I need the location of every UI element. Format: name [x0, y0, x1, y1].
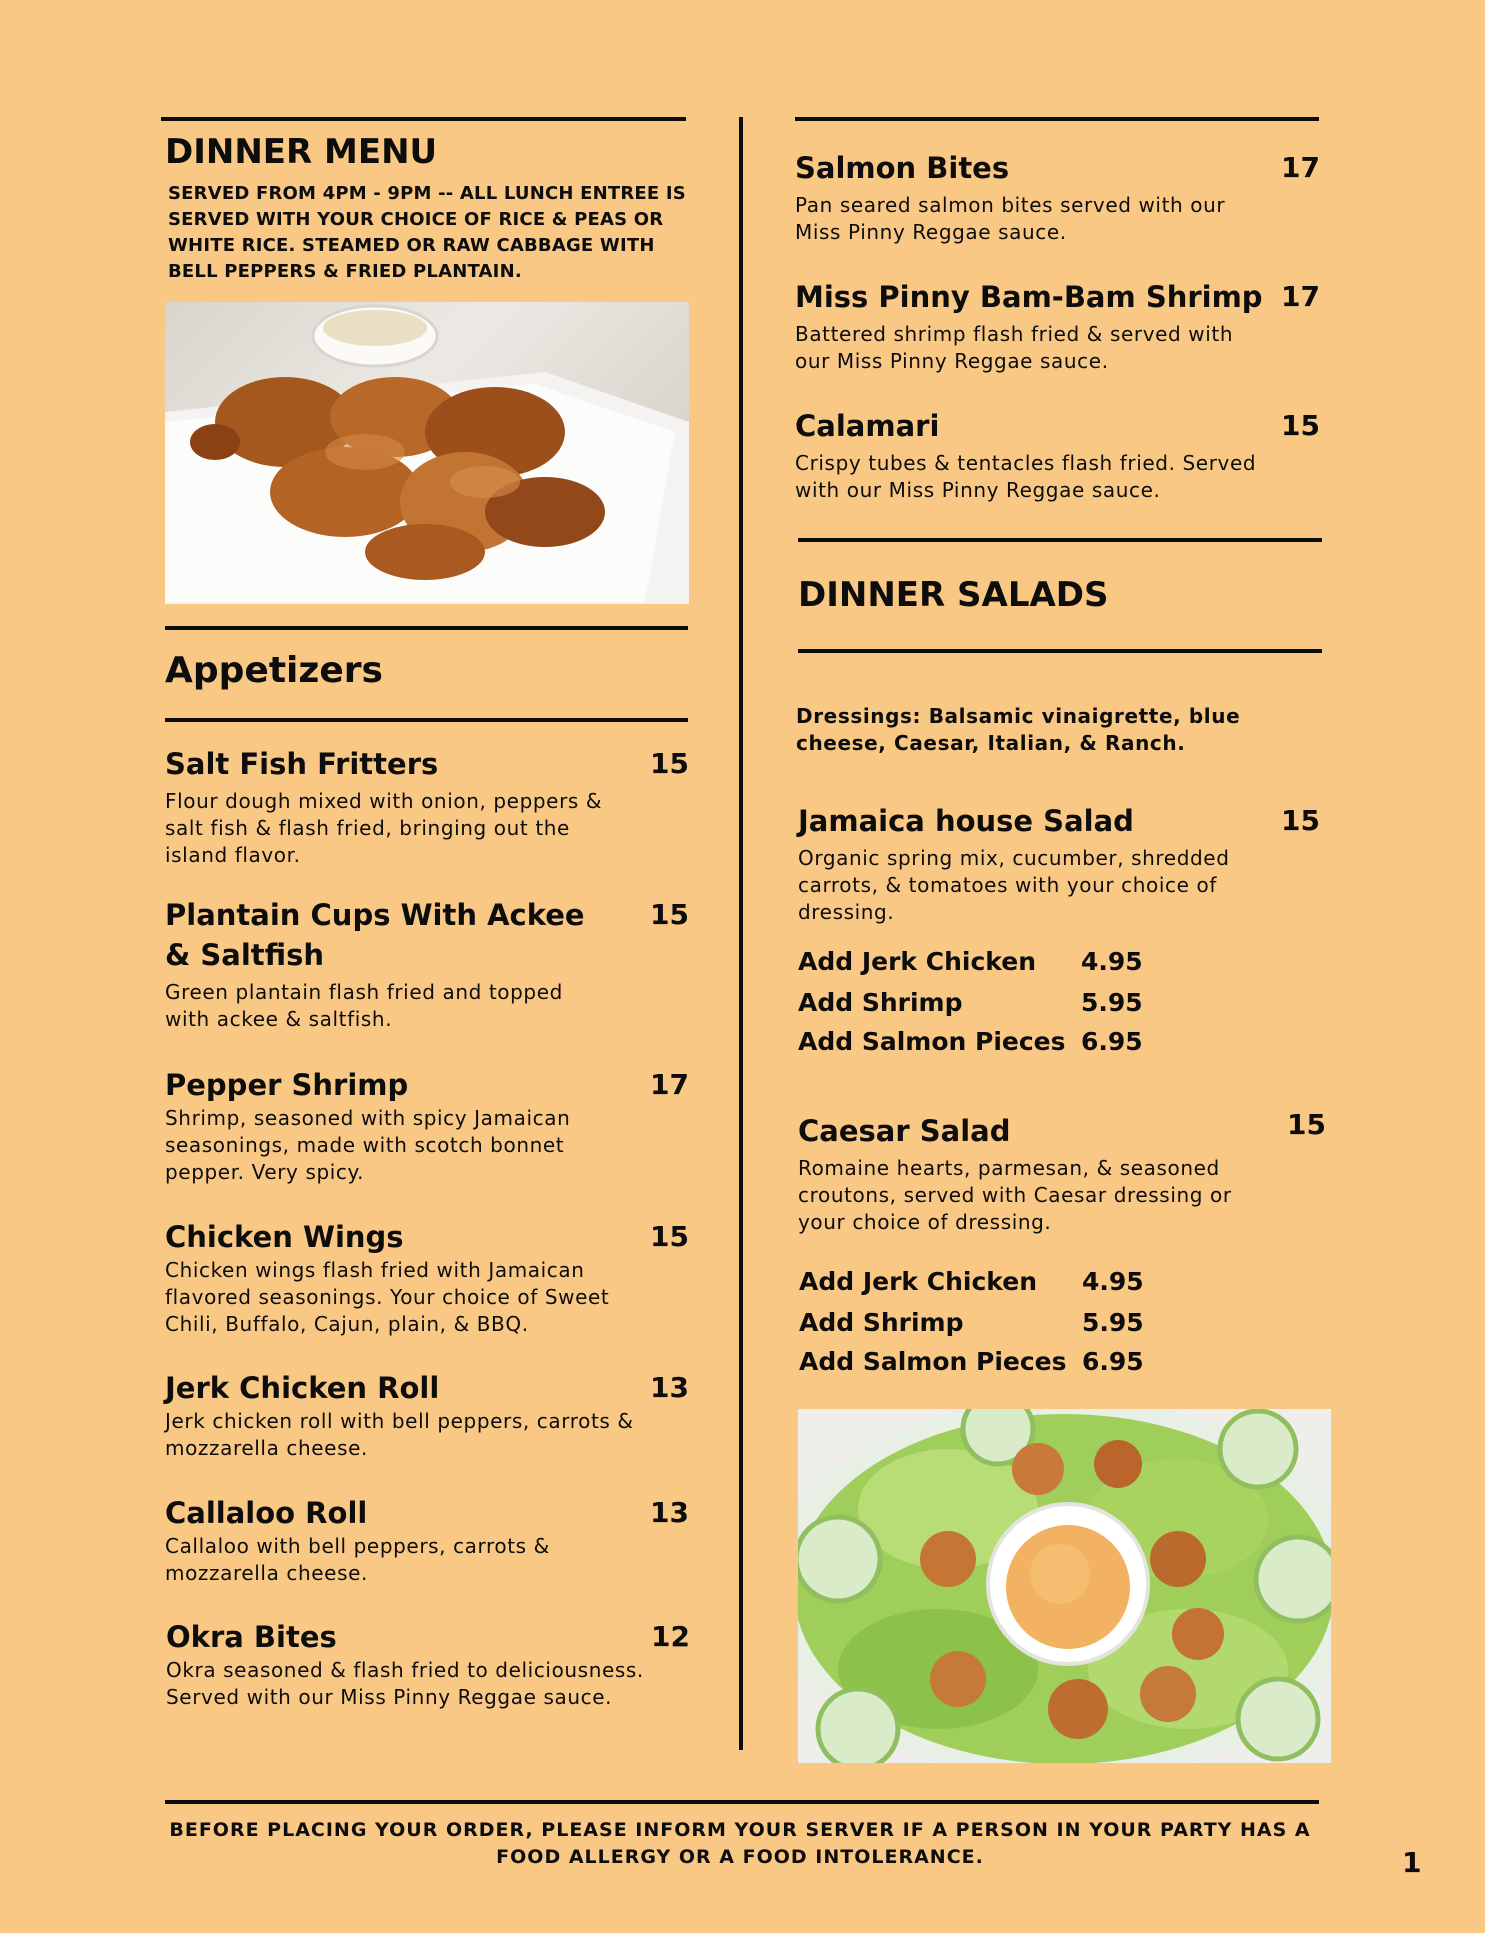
addon-name: Add Salmon Pieces: [799, 1347, 1067, 1376]
dressings-note: Dressings: Balsamic vinaigrette, blue cheese, Caesar, Italian, & Ranch.: [796, 704, 1241, 755]
addon-name: Add Salmon Pieces: [798, 1027, 1066, 1056]
item-price: 15: [650, 747, 689, 780]
appetizers-title: Appetizers: [165, 650, 383, 691]
item-name: Plantain Cups With Ackee & Saltfish: [165, 898, 585, 972]
addon-name: Add Shrimp: [798, 988, 963, 1017]
item-description: Romaine hearts, parmesan, & seasoned croutons, served with Caesar dressing or your choice of dressing.: [798, 1156, 1232, 1234]
item-name: Caesar Salad: [798, 1114, 1011, 1148]
served-note: SERVED FROM 4PM - 9PM -- ALL LUNCH ENTREE IS SERVED WITH YOUR CHOICE OF RICE & PEAS OR WHITE RICE. STEAMED OR RAW CABBAGE WITH BELL PEPPERS & FRIED PLANTAIN.: [168, 183, 686, 282]
addon-row: [799, 1308, 1144, 1337]
menu-item: [165, 1217, 689, 1338]
addon-name: Add Jerk Chicken: [798, 947, 1037, 976]
item-price: 17: [1281, 280, 1320, 313]
menu-item: [795, 406, 1320, 504]
item-name: Chicken Wings: [165, 1220, 404, 1254]
item-description: Okra seasoned & flash fried to deliciousness. Served with our Miss Pinny Reggae sauce.: [166, 1658, 644, 1709]
item-description: Callaloo with bell peppers, carrots & mozzarella cheese.: [165, 1534, 550, 1585]
salad-item: [798, 1105, 1326, 1236]
item-description: Shrimp, seasoned with spicy Jamaican seasonings, made with scotch bonnet pepper. Very spicy.: [165, 1106, 571, 1184]
salad-item: [798, 801, 1320, 926]
menu-item: [165, 1065, 689, 1186]
item-name: Salmon Bites: [795, 151, 1010, 185]
item-price: 15: [650, 1220, 689, 1253]
addon-row: [799, 1267, 1144, 1296]
item-description: Organic spring mix, cucumber, shredded carrots, & tomatoes with your choice of dressing.: [798, 846, 1230, 924]
salads-top-rule: [798, 538, 1322, 542]
addon-price: 6.95: [1081, 1027, 1143, 1056]
menu-item: [795, 148, 1320, 246]
addon-price: 5.95: [1082, 1308, 1144, 1337]
addon-price: 5.95: [1081, 988, 1143, 1017]
item-name: Okra Bites: [166, 1620, 337, 1654]
item-name: Jamaica house Salad: [798, 804, 1134, 838]
item-price: 17: [650, 1068, 689, 1101]
menu-item: [165, 895, 689, 1033]
menu-item: [795, 277, 1320, 375]
item-price: 12: [651, 1620, 690, 1653]
chicken-wings-photo: [165, 302, 689, 604]
item-description: Pan seared salmon bites served with our Miss Pinny Reggae sauce.: [795, 193, 1226, 244]
addon-name: Add Jerk Chicken: [799, 1267, 1038, 1296]
item-price: 15: [1281, 409, 1320, 442]
addon-row: [798, 947, 1143, 976]
item-price: 13: [650, 1496, 689, 1529]
item-price: 15: [1281, 804, 1320, 837]
addon-name: Add Shrimp: [799, 1308, 964, 1337]
item-name: Calamari: [795, 409, 940, 443]
salads-bottom-rule: [798, 649, 1322, 653]
item-price: 17: [1281, 151, 1320, 184]
shrimp-salad-photo: [798, 1409, 1331, 1763]
footer-rule: [165, 1800, 1319, 1804]
item-price: 15: [1287, 1108, 1326, 1141]
item-price: 13: [650, 1371, 689, 1404]
item-description: Flour dough mixed with onion, peppers & salt fish & flash fried, bringing out the island flavor.: [165, 789, 603, 867]
addon-row: [798, 988, 1143, 1017]
menu-title: DINNER MENU: [165, 132, 438, 172]
appetizers-bottom-rule: [165, 718, 688, 722]
item-name: Jerk Chicken Roll: [165, 1371, 440, 1405]
item-description: Crispy tubes & tentacles flash fried. Served with our Miss Pinny Reggae sauce.: [795, 451, 1257, 502]
item-name: Callaloo Roll: [165, 1496, 368, 1530]
item-name: Salt Fish Fritters: [165, 747, 439, 781]
menu-item: [165, 1493, 689, 1587]
item-name: Miss Pinny Bam-Bam Shrimp: [795, 280, 1263, 314]
salads-title: DINNER SALADS: [798, 575, 1109, 615]
item-name: Pepper Shrimp: [165, 1068, 409, 1102]
appetizers-top-rule: [165, 626, 688, 630]
item-price: 15: [650, 898, 689, 931]
item-description: Jerk chicken roll with bell peppers, carrots & mozzarella cheese.: [165, 1409, 634, 1460]
top-right-rule: [795, 117, 1319, 121]
addon-row: [799, 1347, 1144, 1376]
menu-item: [165, 1368, 689, 1462]
menu-item: [166, 1617, 690, 1711]
item-description: Green plantain flash fried and topped with ackee & saltfish.: [165, 980, 563, 1031]
item-description: Chicken wings flash fried with Jamaican flavored seasonings. Your choice of Sweet Chili, Buffalo, Cajun, plain, & BBQ.: [165, 1258, 610, 1336]
top-left-rule: [161, 117, 686, 121]
column-divider: [739, 117, 743, 1750]
addon-price: 4.95: [1082, 1267, 1144, 1296]
addon-row: [798, 1027, 1143, 1056]
addon-price: 4.95: [1081, 947, 1143, 976]
page-number: 1: [1402, 1846, 1422, 1879]
menu-item: [165, 744, 689, 869]
addon-price: 6.95: [1082, 1347, 1144, 1376]
allergy-note: BEFORE PLACING YOUR ORDER, PLEASE INFORM YOUR SERVER IF A PERSON IN YOUR PARTY HAS A FOOD ALLERGY OR A FOOD INTOLERANCE.: [169, 1819, 1311, 1868]
item-description: Battered shrimp flash fried & served with our Miss Pinny Reggae sauce.: [795, 322, 1234, 373]
